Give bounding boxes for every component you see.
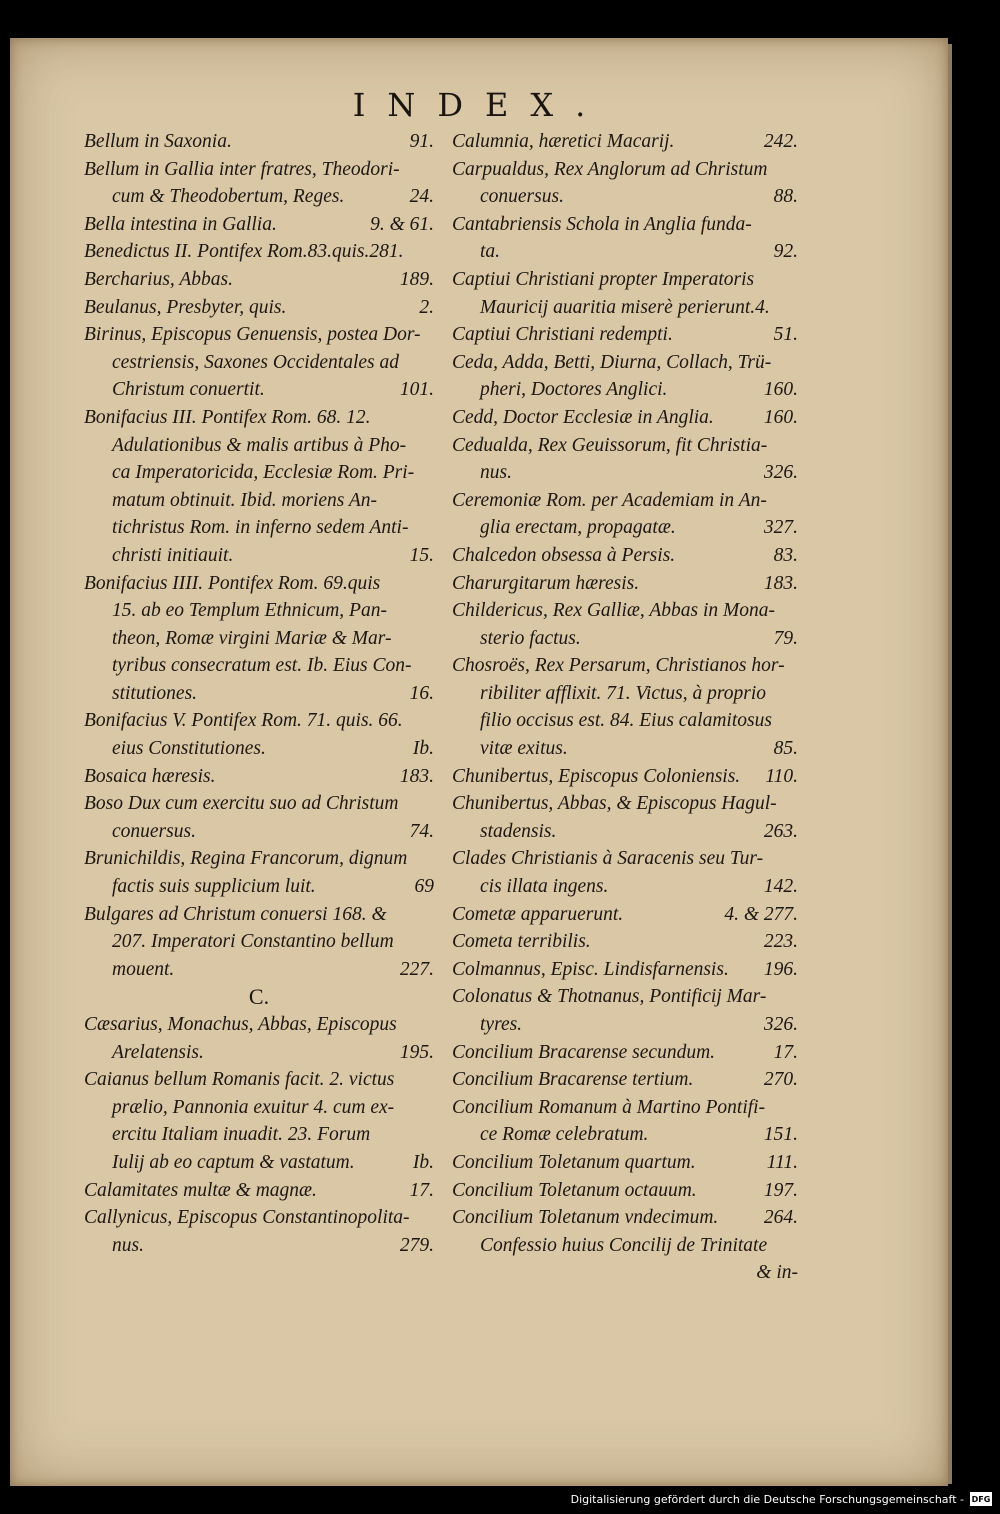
entry-text: stitutiones.	[112, 682, 198, 704]
index-entry	[452, 652, 798, 762]
page-reference: 91.	[409, 131, 434, 152]
index-entry	[452, 597, 798, 652]
entry-line	[84, 514, 434, 542]
entry-line	[84, 818, 434, 846]
entry-line	[84, 183, 434, 211]
index-entry	[84, 570, 434, 708]
index-entry	[452, 1039, 798, 1067]
page-reference: 270.	[763, 1069, 798, 1091]
index-entry	[452, 983, 798, 1038]
entry-text: Bosaica hæresis.	[84, 765, 216, 787]
entry-text: Colonatus & Thotnanus, Pontificij Mar-	[452, 986, 767, 1008]
entry-text: Cedd, Doctor Ecclesiæ in Anglia.	[452, 406, 714, 428]
entry-text: Cedualda, Rex Geuissorum, fit Christia-	[452, 434, 768, 456]
index-entry	[452, 542, 798, 570]
entry-text: Beulanus, Presbyter, quis.	[84, 296, 287, 318]
page-title: INDEX.	[352, 86, 608, 124]
entry-line	[84, 266, 434, 294]
page-reference: 2.	[419, 296, 434, 318]
entry-line	[84, 542, 434, 570]
page-reference: 142.	[763, 876, 798, 898]
entry-text: matum obtinuit. Ibid. moriens An-	[112, 489, 378, 511]
entry-text: Chalcedon obsessa à Persis.	[452, 544, 676, 566]
entry-line	[452, 459, 798, 487]
index-entry	[84, 901, 434, 984]
entry-text: 15. ab eo Templum Ethnicum, Pan-	[112, 600, 387, 622]
page-reference: 189.	[399, 268, 434, 290]
page-reference: 15.	[409, 544, 434, 566]
entry-line	[84, 652, 434, 680]
page-reference: 160.	[763, 379, 798, 401]
entry-line	[452, 1011, 798, 1039]
entry-text: Charurgitarum hæresis.	[452, 572, 640, 594]
page-reference: 69	[414, 876, 434, 898]
entry-line	[84, 459, 434, 487]
entry-line	[84, 928, 434, 956]
entry-line	[452, 652, 798, 680]
entry-text: theon, Romæ virgini Mariæ & Mar-	[112, 627, 392, 649]
entry-line	[84, 1121, 434, 1149]
letter-heading: C.	[248, 984, 270, 1010]
index-entry	[452, 956, 798, 984]
index-entry	[452, 1066, 798, 1094]
page-reference: 4. & 277.	[724, 903, 798, 925]
entry-line	[452, 1177, 798, 1205]
entry-line	[84, 432, 434, 460]
entry-text: glia erectam, propagatæ.	[480, 517, 676, 539]
entry-text: cis illata ingens.	[480, 876, 609, 898]
entry-line	[84, 570, 434, 598]
index-entry	[84, 211, 434, 239]
entry-line	[84, 1232, 434, 1260]
entry-text: Calumnia, hæretici Macarij.	[452, 131, 675, 152]
entry-text: Adulationibus & malis artibus à Pho-	[112, 434, 407, 456]
entry-text: Bellum in Saxonia.	[84, 131, 232, 152]
entry-line	[84, 238, 434, 266]
page-reference: 110.	[765, 765, 798, 787]
entry-text: factis suis supplicium luit.	[112, 876, 316, 898]
entry-text: Bonifacius V. Pontifex Rom. 71. quis. 66.	[84, 710, 403, 732]
entry-line	[452, 707, 798, 735]
entry-text: nus.	[480, 462, 512, 484]
entry-text: Benedictus II. Pontifex Rom.83.quis.281.	[84, 241, 404, 263]
entry-line	[452, 404, 798, 432]
index-entry	[84, 128, 434, 156]
entry-text: Cometæ apparuerunt.	[452, 903, 624, 925]
entry-text: vitæ exitus.	[480, 738, 568, 760]
entry-line	[452, 845, 798, 873]
entry-text: cum & Theodobertum, Reges.	[112, 186, 345, 208]
page-reference: 24.	[409, 186, 434, 208]
entry-line	[452, 294, 798, 322]
page-reference: 327.	[763, 517, 798, 539]
entry-line	[84, 680, 434, 708]
page-reference: 51.	[773, 324, 798, 346]
entry-line	[84, 1011, 434, 1039]
index-entry	[84, 321, 434, 404]
entry-text: & in-	[756, 1262, 798, 1284]
entry-line	[452, 514, 798, 542]
entry-line	[452, 183, 798, 211]
entry-text: Captiui Christiani redempti.	[452, 324, 673, 346]
entry-line	[84, 763, 434, 791]
entry-line	[452, 570, 798, 598]
entry-text: ercitu Italiam inuadit. 23. Forum	[112, 1124, 371, 1146]
entry-text: Concilium Bracarense secundum.	[452, 1041, 716, 1063]
entry-line	[84, 487, 434, 515]
page-edge	[948, 44, 952, 1484]
entry-text: Birinus, Episcopus Genuensis, postea Dor-	[84, 324, 421, 346]
page-reference: 183.	[763, 572, 798, 594]
entry-line	[84, 790, 434, 818]
page-reference: 16.	[409, 682, 434, 704]
page-reference: 263.	[763, 820, 798, 842]
entry-line	[84, 1177, 434, 1205]
entry-text: Concilium Toletanum vndecimum.	[452, 1207, 719, 1229]
page-reference: 160.	[763, 406, 798, 428]
index-entry	[452, 845, 798, 900]
index-entry	[84, 1177, 434, 1205]
entry-line	[84, 128, 434, 156]
index-entry	[84, 404, 434, 570]
entry-text: 207. Imperatori Constantino bellum	[112, 931, 394, 953]
entry-line	[452, 1066, 798, 1094]
index-entry	[452, 404, 798, 432]
index-entry	[84, 156, 434, 211]
entry-text: Bonifacius III. Pontifex Rom. 68. 12.	[84, 406, 371, 428]
index-entry	[452, 487, 798, 542]
page-reference: 183.	[399, 765, 434, 787]
entry-line	[84, 1066, 434, 1094]
entry-text: tyribus consecratum est. Ib. Eius Con-	[112, 655, 412, 677]
index-entry	[84, 1204, 434, 1259]
page-reference: 279.	[399, 1234, 434, 1256]
index-entry	[452, 790, 798, 845]
index-entry	[452, 763, 798, 791]
page-reference: 197.	[763, 1179, 798, 1201]
entry-line	[84, 349, 434, 377]
entry-line	[84, 156, 434, 184]
entry-text: Arelatensis.	[112, 1041, 204, 1063]
footer-credit: Digitalisierung gefördert durch die Deutsche Forschungsgemeinschaft -	[570, 1492, 964, 1506]
entry-line	[452, 156, 798, 184]
entry-text: mouent.	[112, 958, 175, 980]
index-column-right	[452, 128, 798, 1287]
entry-line	[84, 1039, 434, 1067]
entry-line	[452, 432, 798, 460]
entry-text: Carpualdus, Rex Anglorum ad Christum	[452, 158, 768, 180]
entry-line	[84, 321, 434, 349]
entry-line	[452, 901, 798, 929]
page-reference: 9. & 61.	[370, 213, 434, 235]
entry-line	[84, 873, 434, 901]
entry-line	[452, 542, 798, 570]
footer	[571, 1490, 992, 1508]
entry-text: ribiliter afflixit. 71. Victus, à proprio	[480, 682, 766, 704]
page-reference: 92.	[773, 241, 798, 263]
entry-text: Bercharius, Abbas.	[84, 268, 233, 290]
index-entry	[84, 1011, 434, 1066]
entry-text: Callynicus, Episcopus Constantinopolita-	[84, 1207, 410, 1229]
entry-line	[452, 790, 798, 818]
entry-line	[84, 901, 434, 929]
entry-line	[84, 294, 434, 322]
page-reference: 79.	[773, 627, 798, 649]
entry-line	[84, 625, 434, 653]
index-entry	[452, 928, 798, 956]
index-entry	[452, 266, 798, 321]
entry-text: Christum conuertit.	[112, 379, 265, 401]
entry-text: Chunibertus, Episcopus Coloniensis.	[452, 765, 741, 787]
page-reference: 326.	[763, 1014, 798, 1035]
entry-text: Concilium Toletanum octauum.	[452, 1179, 697, 1201]
entry-text: Confessio huius Concilij de Trinitate	[480, 1234, 768, 1256]
entry-text: Bonifacius IIII. Pontifex Rom. 69.quis	[84, 572, 381, 594]
page-reference: 326.	[763, 462, 798, 484]
entry-line	[452, 735, 798, 763]
index-entry	[84, 266, 434, 294]
entry-text: Captiui Christiani propter Imperatoris	[452, 268, 755, 290]
entry-text: Iulij ab eo captum & vastatum.	[112, 1151, 355, 1173]
entry-text: Mauricij auaritia miserè perierunt.4.	[480, 296, 770, 318]
entry-text: Calamitates multæ & magnæ.	[84, 1179, 317, 1201]
page-reference: 85.	[773, 738, 798, 760]
entry-line	[452, 680, 798, 708]
index-entry	[452, 1149, 798, 1177]
index-entry	[452, 901, 798, 929]
index-entry	[84, 294, 434, 322]
page-reference: 111.	[766, 1151, 798, 1173]
entry-line	[452, 818, 798, 846]
entry-text: Clades Christianis à Saracenis seu Tur-	[452, 848, 764, 870]
entry-line	[84, 1094, 434, 1122]
entry-text: ce Romæ celebratum.	[480, 1124, 649, 1146]
entry-text: tyres.	[480, 1014, 523, 1035]
entry-text: eius Constitutiones.	[112, 738, 266, 760]
entry-line	[452, 983, 798, 1011]
entry-text: Cometa terribilis.	[452, 931, 591, 953]
entry-text: conuersus.	[480, 186, 564, 208]
entry-text: Brunichildis, Regina Francorum, dignum	[84, 848, 408, 870]
entry-line	[452, 763, 798, 791]
entry-line	[452, 597, 798, 625]
entry-line	[452, 238, 798, 266]
entry-line	[452, 1232, 798, 1260]
entry-text: tichristus Rom. in inferno sedem Anti-	[112, 517, 409, 539]
page-reference: 74.	[409, 820, 434, 842]
entry-line	[452, 1149, 798, 1177]
page-reference: 17.	[409, 1179, 434, 1201]
entry-line	[452, 128, 798, 156]
index-entry	[452, 321, 798, 349]
entry-text: Concilium Bracarense tertium.	[452, 1069, 694, 1091]
entry-text: Chosroës, Rex Persarum, Christianos hor-	[452, 655, 785, 677]
entry-line	[84, 211, 434, 239]
index-entry	[452, 1094, 798, 1149]
entry-text: Cæsarius, Monachus, Abbas, Episcopus	[84, 1014, 397, 1035]
page-reference: 88.	[773, 186, 798, 208]
entry-text: pheri, Doctores Anglici.	[480, 379, 668, 401]
entry-line	[84, 735, 434, 763]
entry-line	[452, 321, 798, 349]
entry-line	[452, 1039, 798, 1067]
entry-line	[84, 956, 434, 984]
index-entry	[452, 1232, 798, 1287]
entry-line	[452, 487, 798, 515]
page-reference: 223.	[763, 931, 798, 953]
entry-line	[452, 266, 798, 294]
entry-line	[452, 873, 798, 901]
entry-text: christi initiauit.	[112, 544, 234, 566]
entry-line	[452, 625, 798, 653]
entry-line	[84, 376, 434, 404]
entry-line	[84, 707, 434, 735]
entry-text: ca Imperatoricida, Ecclesiæ Rom. Pri-	[112, 462, 415, 484]
entry-line	[452, 1094, 798, 1122]
entry-text: sterio factus.	[480, 627, 581, 649]
index-entry	[452, 211, 798, 266]
entry-text: ta.	[480, 241, 501, 263]
entry-text: Concilium Romanum à Martino Pontifi-	[452, 1096, 766, 1118]
index-entry	[452, 349, 798, 404]
index-entry	[452, 1177, 798, 1205]
entry-text: stadensis.	[480, 820, 557, 842]
entry-text: conuersus.	[112, 820, 196, 842]
entry-text: Caianus bellum Romanis facit. 2. victus	[84, 1069, 395, 1091]
entry-line	[84, 1149, 434, 1177]
entry-text: Ceremoniæ Rom. per Academiam in An-	[452, 489, 767, 511]
entry-text: Bellum in Gallia inter fratres, Theodori-	[84, 158, 400, 180]
entry-text: Boso Dux cum exercitu suo ad Christum	[84, 793, 399, 815]
page-reference: 264.	[763, 1207, 798, 1229]
page-reference: 227.	[399, 958, 434, 980]
entry-text: Ceda, Adda, Betti, Diurna, Collach, Trü-	[452, 351, 772, 373]
page-reference: 17.	[773, 1041, 798, 1063]
index-entry	[84, 707, 434, 762]
index-entry	[452, 432, 798, 487]
entry-line	[452, 211, 798, 239]
index-column-left	[84, 128, 434, 1259]
entry-line	[84, 404, 434, 432]
page-reference: 83.	[773, 544, 798, 566]
index-entry	[84, 845, 434, 900]
entry-text: Chunibertus, Abbas, & Episcopus Hagul-	[452, 793, 777, 815]
index-entry	[84, 790, 434, 845]
page-reference: 196.	[763, 958, 798, 980]
entry-text: Cantabriensis Schola in Anglia funda-	[452, 213, 752, 235]
page-reference: Ib.	[412, 738, 434, 760]
entry-text: Bella intestina in Gallia.	[84, 213, 277, 235]
entry-text: Concilium Toletanum quartum.	[452, 1151, 696, 1173]
entry-line	[452, 928, 798, 956]
entry-line	[452, 956, 798, 984]
entry-line	[84, 597, 434, 625]
page-reference: Ib.	[412, 1151, 434, 1173]
entry-text: Colmannus, Episc. Lindisfarnensis.	[452, 958, 729, 980]
index-entry	[452, 128, 798, 156]
entry-line	[84, 845, 434, 873]
page-reference: 151.	[763, 1124, 798, 1146]
entry-text: Bulgares ad Christum conuersi 168. &	[84, 903, 387, 925]
entry-text: nus.	[112, 1234, 144, 1256]
entry-line	[84, 1204, 434, 1232]
entry-text: prælio, Pannonia exuitur 4. cum ex-	[112, 1096, 395, 1118]
index-entry	[84, 1066, 434, 1176]
entry-text: cestriensis, Saxones Occidentales ad	[112, 351, 400, 373]
index-entry	[84, 238, 434, 266]
index-entry	[452, 156, 798, 211]
page-reference: 195.	[399, 1041, 434, 1063]
entry-text: Childericus, Rex Galliæ, Abbas in Mona-	[452, 600, 775, 622]
dfg-logo: DFG	[970, 1492, 992, 1506]
index-entry	[84, 763, 434, 791]
index-entry	[452, 1204, 798, 1232]
entry-line	[452, 1204, 798, 1232]
page-reference: 242.	[763, 131, 798, 152]
entry-line	[452, 376, 798, 404]
entry-text: filio occisus est. 84. Eius calamitosus	[480, 710, 772, 732]
entry-line	[452, 1259, 798, 1287]
index-entry	[452, 570, 798, 598]
page-reference: 101.	[399, 379, 434, 401]
entry-line	[452, 349, 798, 377]
entry-line	[452, 1121, 798, 1149]
